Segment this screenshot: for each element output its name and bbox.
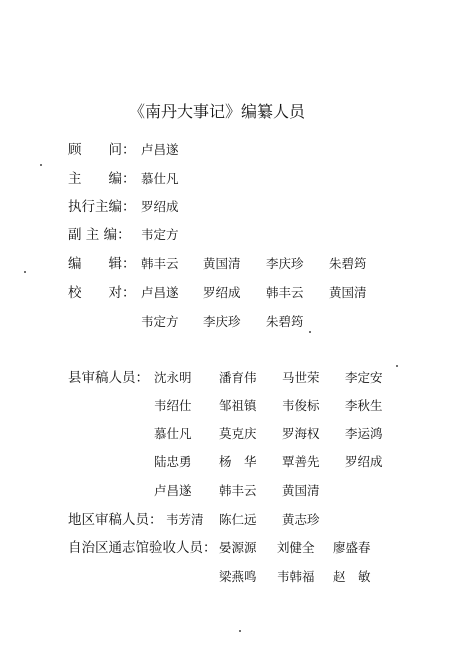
- district-reviewer-name: 黄志珍: [282, 512, 320, 527]
- editor-name: 朱碧筠: [329, 256, 367, 271]
- proofreader-name: 李庆珍: [203, 314, 241, 329]
- editor-in-chief-label: 主 编：: [68, 171, 136, 187]
- editor-name: 李庆珍: [266, 256, 304, 271]
- acceptance-name: 刘健全: [277, 540, 315, 555]
- acceptance-name: 晏源源: [219, 540, 257, 555]
- editor-name: 黄国清: [203, 256, 241, 271]
- acceptance-name: 梁燕鸣: [219, 569, 257, 584]
- county-reviewers-label: 县审稿人员：: [68, 370, 149, 386]
- county-reviewer-name: 韦俊标: [282, 398, 320, 413]
- proofreaders-label: 校 对：: [68, 285, 136, 301]
- proofreader-name: 卢昌遂: [141, 285, 179, 300]
- county-reviewer-name: 李运鸿: [345, 426, 383, 441]
- county-reviewer-name: 罗海权: [282, 426, 320, 441]
- scan-speck: [40, 164, 42, 166]
- editor-name: 韩丰云: [141, 256, 179, 271]
- scan-speck: [239, 630, 241, 632]
- county-reviewer-name: 黄国清: [282, 483, 320, 498]
- proofreader-name: 黄国清: [329, 285, 367, 300]
- page-title: 《南丹大事记》编纂人员: [129, 102, 306, 121]
- county-reviewer-name: 陆忠勇: [154, 454, 192, 469]
- district-reviewer-name: 韦芳清: [166, 512, 204, 527]
- county-reviewer-name: 杨 华: [219, 454, 257, 469]
- scan-speck: [396, 365, 398, 367]
- proofreader-name: 韦定方: [141, 314, 179, 329]
- scan-speck: [24, 271, 26, 273]
- county-reviewer-name: 卢昌遂: [154, 483, 192, 498]
- county-reviewer-name: 莫克庆: [219, 426, 257, 441]
- county-reviewer-name: 潘育伟: [219, 370, 257, 385]
- district-reviewer-name: 陈仁远: [219, 512, 257, 527]
- county-reviewer-name: 韦绍仕: [154, 398, 192, 413]
- district-reviewers-label: 地区审稿人员：: [68, 512, 163, 528]
- proofreader-name: 罗绍成: [203, 285, 241, 300]
- executive-editor-label: 执行主编：: [68, 199, 136, 215]
- advisor-label: 顾 问：: [68, 142, 136, 158]
- acceptance-label: 自治区通志馆验收人员：: [68, 540, 217, 556]
- acceptance-name: 廖盛春: [333, 540, 371, 555]
- scan-speck: [309, 331, 311, 333]
- proofreader-name: 韩丰云: [266, 285, 304, 300]
- editors-label: 编 辑：: [68, 256, 136, 272]
- executive-editor-name: 罗绍成: [141, 199, 179, 214]
- deputy-editor-label: 副 主 编：: [68, 227, 131, 243]
- proofreader-name: 朱碧筠: [266, 314, 304, 329]
- county-reviewer-name: 沈永明: [154, 370, 192, 385]
- county-reviewer-name: 马世荣: [282, 370, 320, 385]
- county-reviewer-name: 覃善先: [282, 454, 320, 469]
- county-reviewer-name: 邹祖镇: [219, 398, 257, 413]
- county-reviewer-name: 韩丰云: [219, 483, 257, 498]
- county-reviewer-name: 李定安: [345, 370, 383, 385]
- county-reviewer-name: 慕仕凡: [154, 426, 192, 441]
- acceptance-name: 赵 敏: [333, 569, 371, 584]
- deputy-editor-name: 韦定方: [141, 227, 179, 242]
- editor-in-chief-name: 慕仕凡: [141, 171, 179, 186]
- acceptance-name: 韦韩福: [277, 569, 315, 584]
- advisor-name: 卢昌遂: [141, 142, 179, 157]
- county-reviewer-name: 李秋生: [345, 398, 383, 413]
- county-reviewer-name: 罗绍成: [345, 454, 383, 469]
